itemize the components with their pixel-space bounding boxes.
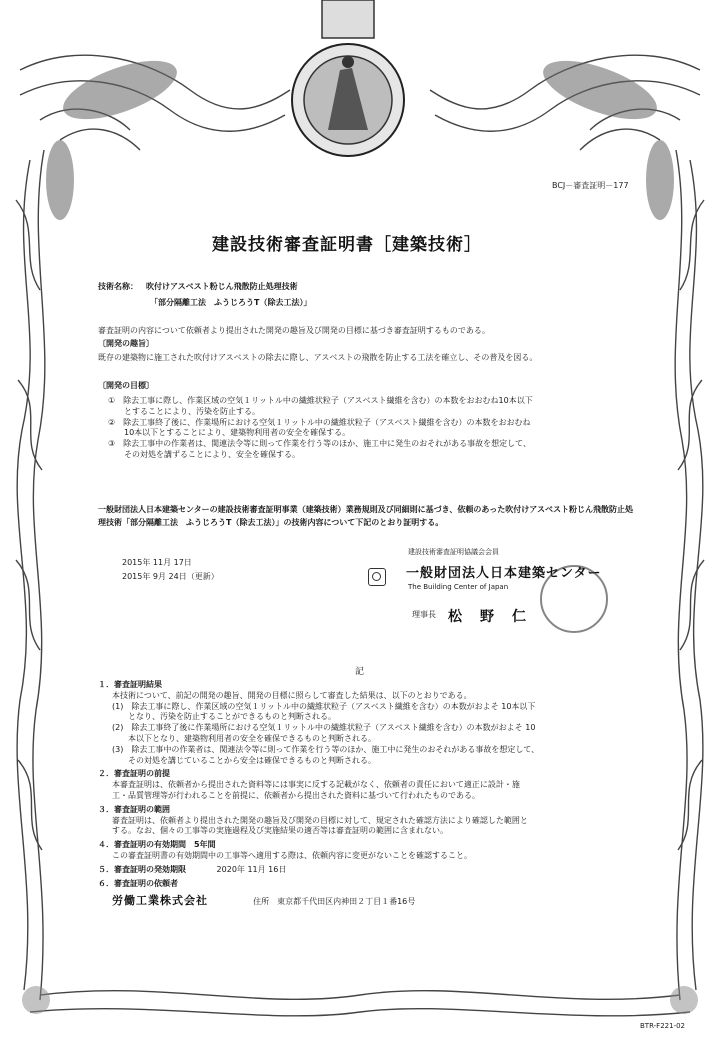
note1-intro: 本技術について、前記の開発の趣旨、開発の目標に照らして審査した結果は、以下のとおりである。 [112, 690, 472, 700]
note4-text: この審査証明書の有効期間中の工事等へ適用する際は、依頼内容に変更がないことを確認すること。 [112, 850, 472, 860]
note1-item: その対処を講じていることから安全は確保できるものと判断される。 [112, 755, 376, 765]
goal-line: とすることにより、汚染を防止する。 [108, 406, 260, 416]
applicant-address: 住所 東京都千代田区内神田２丁目１番16号 [253, 897, 416, 907]
issuer-org-en: The Building Center of Japan [408, 583, 509, 591]
applicant-name: 労働工業株式会社 [112, 894, 208, 908]
note1-item: 本以下となり、建築物利用者の安全を確保できるものと判断される。 [112, 733, 376, 743]
goal-line: その対処を講ずることにより、安全を確保する。 [108, 449, 300, 459]
goal-line: ② 除去工事終了後に、作業場所における空気１リットル中の繊維状粒子（アスベスト繊維を含む）の本数をおおむね [108, 417, 531, 427]
note5-value: 2020年 11月 16日 [216, 864, 287, 874]
tech-name-label: 技術名称： [98, 282, 138, 291]
goal-list [108, 396, 533, 461]
note1-heading: １．審査証明結果 [98, 680, 162, 689]
note1-item: (3) 除去工事中の作業者は、関連法令等に則って作業を行う等のほか、施工中に発生のおそれがある事故を想定して、 [112, 744, 540, 754]
purpose-heading: 〔開発の趣旨〕 [98, 339, 154, 348]
goal-line: ③ 除去工事中の作業者は、関連法令等に則って作業を行う等のほか、施工中に発生のおそれがある事故を想定して、 [108, 439, 532, 449]
goal-heading: 〔開発の目標〕 [98, 381, 154, 390]
note1-item: となり、汚染を防止することができるものと判断される。 [112, 712, 336, 722]
tech-name-line1: 吹付けアスベスト粉じん飛散防止処理技術 [146, 282, 298, 291]
note2-text: 本審査証明は、依頼者から提出された資料等には事実に反する記載がなく、依頼者の責任において適正に設計・施 [112, 780, 520, 790]
form-code: BTR-F221-02 [640, 1022, 686, 1030]
note4-heading: ４．審査証明の有効期間 5年間 [98, 840, 216, 850]
reference-number: BCJ－審査証明－177 [552, 181, 629, 190]
goal-line: ① 除去工事に際し、作業区域の空気１リットル中の繊維状粒子（アスベスト繊維を含む）の本数をおおむね10本以下 [108, 396, 533, 405]
official-seal [540, 565, 608, 633]
note2-text: 工・品質管理等が行われることを前提に、依頼者から提出された資料に基づいて行われたものである。 [112, 790, 480, 800]
notes-section [98, 680, 539, 908]
note3-text: する。なお、個々の工事等の実施過程及び実施結果の適否等は審査証明の範囲に含まれない。 [112, 826, 448, 836]
validity-date: 2015年 9月 24日（更新） [122, 572, 219, 581]
note5-label: ５．審査証明の発効期限 [98, 864, 186, 874]
goal-line: 10本以下とすることにより、建築物利用者の安全を確保する。 [108, 428, 351, 438]
note3-heading: ３．審査証明の範囲 [98, 804, 170, 814]
declaration-text: 一般財団法人日本建築センターの建設技術審査証明事業（建築技術）業務規則及び同細則に基づき、依頼のあった吹付けアスベスト粉じん飛散防止処理技術「部分隔離工法 ふうじろうT（除去工法）」の技術内容について下記のとおり証明する。 [98, 505, 633, 527]
certificate-title: 建設技術審査証明書［建築技術］ [212, 235, 482, 255]
note1-item: (1) 除去工事に際し、作業区域の空気１リットル中の繊維状粒子（アスベスト繊維を含む）の本数がおよそ 10本以下 [112, 701, 536, 711]
note3-text: 審査証明は、依頼者より提出された開発の趣旨及び開発の目標に対して、規定された確認方法により確認した範囲と [112, 815, 528, 825]
issue-date: 2015年 11月 17日 [122, 558, 192, 567]
note1-item: (2) 除去工事終了後に作業場所における空気１リットル中の繊維状粒子（アスベスト繊維を含む）の本数がおよそ 10 [112, 723, 536, 733]
note6-heading: ６．審査証明の依頼者 [98, 878, 178, 888]
bcj-logo-icon [368, 568, 386, 586]
issuer-org-name: 一般財団法人日本建築センター [406, 566, 602, 581]
note2-heading: ２．審査証明の前提 [98, 769, 170, 779]
issuer-title: 理事長 [412, 610, 436, 619]
purpose-text: 既存の建築物に施工された吹付けアスベストの除去に際し、アスベストの飛散を防止する工法を確立し、その普及を図る。 [98, 353, 538, 362]
issuer-signatory: 松 野 仁 [448, 609, 528, 625]
tech-name-line2: 「部分隔離工法 ふうじろうT（除去工法）」 [150, 298, 312, 307]
intro-text: 審査証明の内容について依頼者より提出された開発の趣旨及び開発の目標に基づき審査証明するものである。 [98, 326, 490, 335]
issuer-org-line1: 建設技術審査証明協議会会員 [408, 548, 499, 556]
ki-marker: 記 [355, 667, 365, 677]
